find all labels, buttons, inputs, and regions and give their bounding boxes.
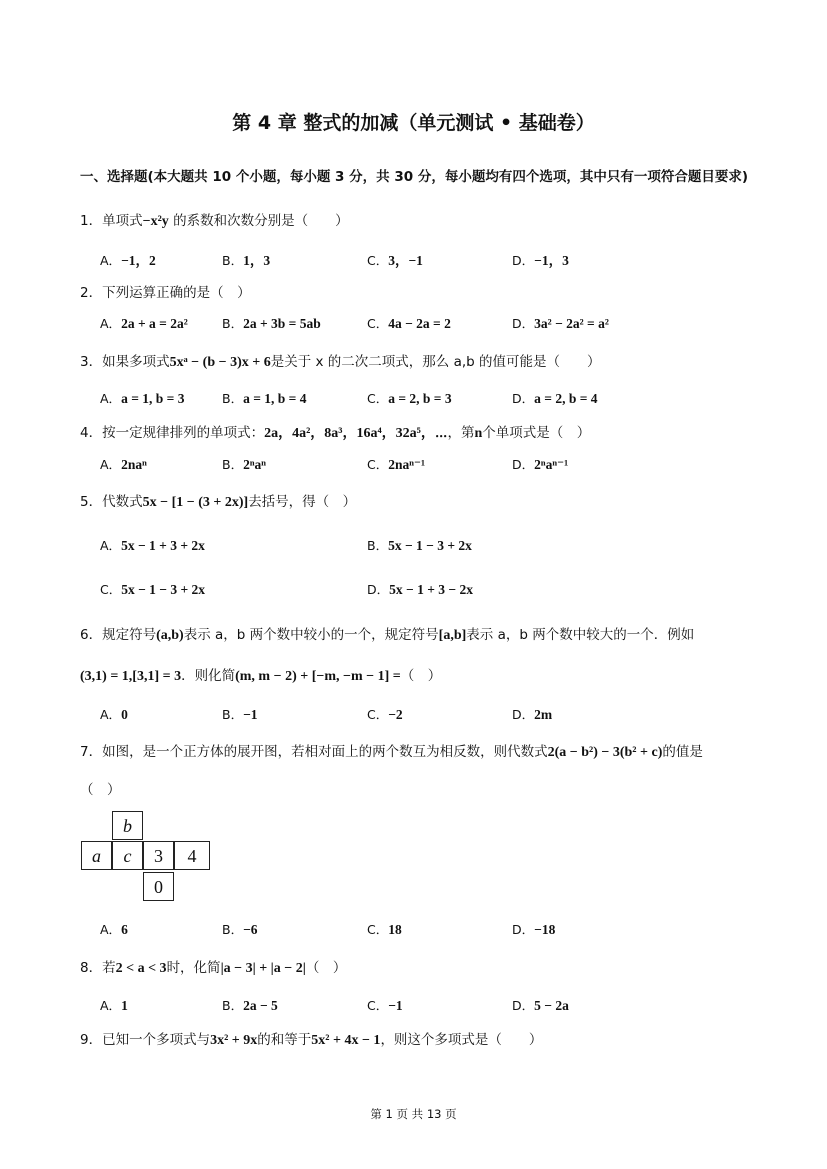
question-6 — [80, 623, 694, 644]
question-1 — [80, 209, 349, 230]
option-d[interactable]: D．5x − 1 + 3 − 2x — [367, 582, 473, 597]
question-text: ，第 — [447, 425, 475, 441]
question-text: （ ） — [305, 960, 347, 976]
option-a[interactable]: A．6 — [100, 922, 128, 937]
option-b[interactable]: B．a = 1, b = 4 — [222, 391, 307, 406]
math-expression: |a − 3| + |a − 2| — [220, 961, 306, 976]
question-text: 下列运算正确的是（ ） — [102, 285, 251, 301]
math-expression: −x²y — [142, 214, 169, 229]
cube-face-center: c — [112, 841, 143, 870]
option-c[interactable]: C．5x − 1 − 3 + 2x — [100, 582, 206, 597]
question-text: 个单项式是（ ） — [482, 425, 591, 441]
question-number: 8． — [80, 960, 103, 976]
question-3 — [80, 350, 601, 371]
option-d[interactable]: D．2ⁿaⁿ⁻¹ — [512, 457, 569, 472]
option-b[interactable]: B．5x − 1 − 3 + 2x — [367, 538, 472, 553]
math-expression: (m, m − 2) + [−m, −m − 1] = — [235, 669, 401, 684]
option-c[interactable]: C．18 — [367, 922, 402, 937]
answer-parenthesis: （ ） — [80, 782, 121, 798]
question-2 — [80, 281, 251, 301]
question-text: 去括号，得（ ） — [248, 494, 357, 510]
option-d[interactable]: D．−18 — [512, 922, 556, 937]
question-text: 单项式 — [102, 213, 143, 229]
question-number: 3． — [80, 354, 103, 370]
math-expression: (3,1) = 1,[3,1] = 3 — [80, 669, 182, 684]
question-text: 如图，是一个正方体的展开图，若相对面上的两个数互为相反数，则代数式 — [102, 744, 548, 760]
page-footer: 第 1 页 共 13 页 — [370, 1107, 457, 1121]
cube-face-right-2: 4 — [174, 841, 210, 870]
math-expression: (a,b) — [156, 628, 184, 643]
option-d[interactable]: D．−1，3 — [512, 253, 569, 268]
option-a[interactable]: A．2naⁿ — [100, 457, 147, 472]
page-title: 第 4 章 整式的加减（单元测试 • 基础卷） — [232, 112, 595, 134]
cube-face-bottom: 0 — [143, 872, 174, 901]
option-c[interactable]: C．4a − 2a = 2 — [367, 316, 451, 331]
option-d[interactable]: D．5 − 2a — [512, 998, 569, 1013]
option-b[interactable]: B．2ⁿaⁿ — [222, 457, 266, 472]
option-b[interactable]: B．−6 — [222, 922, 258, 937]
math-expression: 2a，4a²，8a³，16a⁴，32a⁵，⋯ — [264, 426, 448, 441]
option-d[interactable]: D．a = 2, b = 4 — [512, 391, 598, 406]
question-text: 的系数和次数分别是（ ） — [168, 213, 349, 229]
question-text: ，则这个多项式是（ ） — [380, 1032, 543, 1048]
question-8 — [80, 956, 346, 977]
cube-face-left: a — [81, 841, 112, 870]
math-expression: 3x² + 9x — [210, 1033, 258, 1048]
question-text: 表示 a，b 两个数中较大的一个．例如 — [466, 627, 695, 643]
option-a[interactable]: A．−1，2 — [100, 253, 156, 268]
cube-face-right-1: 3 — [143, 841, 174, 870]
question-text: 的值是 — [662, 744, 703, 760]
option-c[interactable]: C．−2 — [367, 707, 403, 722]
option-b[interactable]: B．1，3 — [222, 253, 271, 268]
math-variable: n — [474, 426, 483, 441]
math-expression: 2 < a < 3 — [115, 961, 167, 976]
question-number: 9． — [80, 1032, 103, 1048]
question-number: 7． — [80, 744, 103, 760]
option-c[interactable]: C．a = 2, b = 3 — [367, 391, 452, 406]
question-text: 代数式 — [102, 494, 143, 510]
question-text: 的和等于 — [257, 1032, 312, 1048]
math-expression: 2(a − b²) − 3(b² + c) — [547, 745, 663, 760]
question-number: 5． — [80, 494, 103, 510]
question-number: 4． — [80, 425, 103, 441]
option-b[interactable]: B．2a + 3b = 5ab — [222, 316, 321, 331]
question-number: 2． — [80, 285, 103, 301]
question-text: 如果多项式 — [102, 354, 170, 370]
option-c[interactable]: C．3，−1 — [367, 253, 423, 268]
option-a[interactable]: A．1 — [100, 998, 128, 1013]
cube-face-top: b — [112, 811, 143, 840]
option-a[interactable]: A．0 — [100, 707, 128, 722]
math-expression: 5x² + 4x − 1 — [311, 1033, 381, 1048]
option-d[interactable]: D．3a² − 2a² = a² — [512, 316, 609, 331]
option-c[interactable]: C．−1 — [367, 998, 403, 1013]
question-text: 已知一个多项式与 — [102, 1032, 211, 1048]
question-text: 是关于 x 的二次二项式，那么 a,b 的值可能是（ ） — [270, 354, 601, 370]
question-text: 若 — [102, 960, 116, 976]
question-text: 规定符号 — [102, 627, 157, 643]
question-5 — [80, 490, 356, 511]
question-text: ．则化简 — [181, 668, 236, 684]
question-number: 6． — [80, 627, 103, 643]
math-expression: [a,b] — [438, 628, 467, 643]
question-7 — [80, 740, 703, 761]
option-b[interactable]: B．2a − 5 — [222, 998, 278, 1013]
option-a[interactable]: A．5x − 1 + 3 + 2x — [100, 538, 205, 553]
question-text: 按一定规律排列的单项式： — [102, 425, 265, 441]
question-text: （ ） — [400, 668, 442, 684]
option-a[interactable]: A．2a + a = 2a² — [100, 316, 188, 331]
math-expression: 5xᵃ − (b − 3)x + 6 — [169, 355, 271, 370]
section-heading: 一、选择题(本大题共 10 个小题，每小题 3 分，共 30 分，每小题均有四个选项，其中只有一项符合题目要求) — [80, 169, 749, 185]
math-expression: 5x − [1 − (3 + 2x)] — [142, 495, 249, 510]
option-b[interactable]: B．−1 — [222, 707, 258, 722]
question-number: 1． — [80, 213, 103, 229]
question-9 — [80, 1028, 542, 1049]
option-c[interactable]: C．2naⁿ⁻¹ — [367, 457, 426, 472]
question-text: 表示 a，b 两个数中较小的一个，规定符号 — [183, 627, 439, 643]
question-6-line-2 — [80, 664, 441, 685]
question-text: 时，化简 — [166, 960, 221, 976]
option-a[interactable]: A．a = 1, b = 3 — [100, 391, 185, 406]
option-d[interactable]: D．2m — [512, 707, 553, 722]
question-4 — [80, 421, 590, 442]
